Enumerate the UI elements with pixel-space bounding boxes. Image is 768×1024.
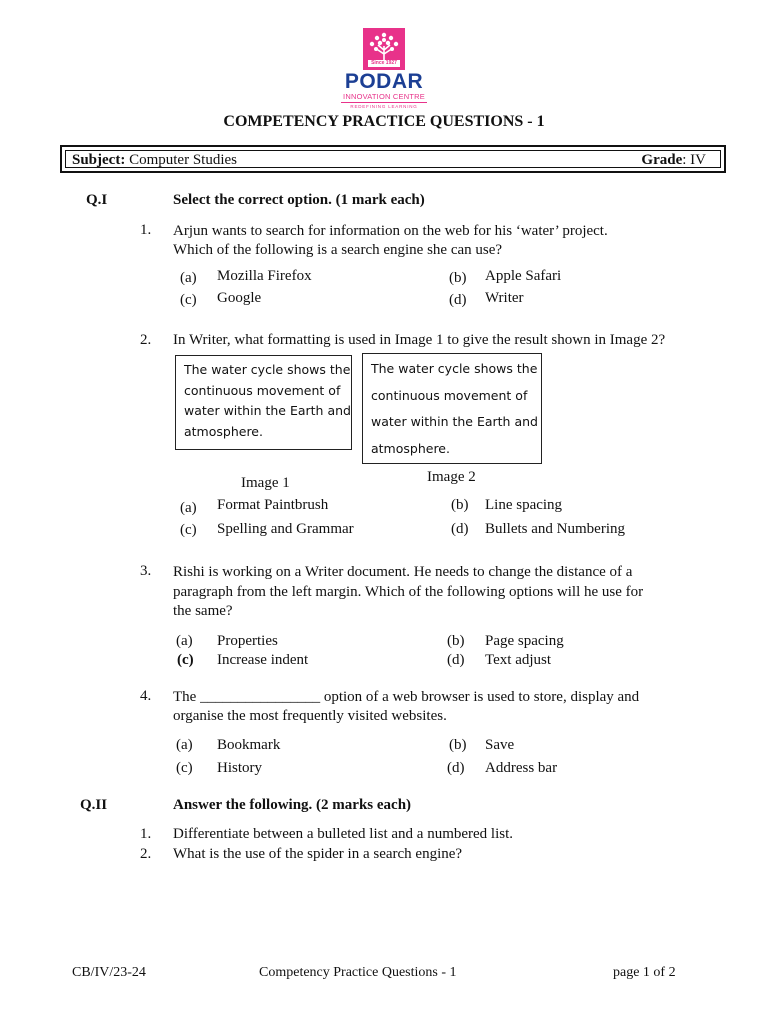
- question-line: Arjun wants to search for information on the web for his ‘water’ project.: [173, 223, 608, 239]
- image-1-line: continuous movement of: [184, 382, 341, 398]
- page-title: COMPETENCY PRACTICE QUESTIONS - 1: [223, 113, 545, 130]
- option-text: Address bar: [485, 760, 558, 776]
- image-2-line: water within the Earth and: [371, 414, 538, 429]
- section-1-number: Q.I: [86, 192, 108, 208]
- question-text: [173, 688, 639, 726]
- question-text: [173, 222, 608, 260]
- subject-label: Subject:: [72, 152, 126, 168]
- logo-tagline: REDEFINING LEARNING: [350, 104, 418, 109]
- option-label: (d): [447, 760, 465, 776]
- subject-grade-bar: [60, 145, 726, 173]
- question-number: 4.: [140, 688, 152, 704]
- option-text: Properties: [217, 633, 278, 649]
- image-1-line: atmosphere.: [184, 423, 263, 439]
- grade-label: Grade: [641, 152, 683, 168]
- tree-emblem-icon: [363, 28, 405, 70]
- option-text: Format Paintbrush: [217, 497, 329, 513]
- question-text: Differentiate between a bulleted list and a numbered list.: [173, 826, 514, 842]
- logo-name: PODAR: [344, 70, 424, 93]
- image-1-line: The water cycle shows the: [184, 362, 351, 377]
- option-text: Apple Safari: [485, 268, 562, 284]
- logo-subtitle: INNOVATION CENTRE: [343, 92, 425, 101]
- subject-value: Computer Studies: [129, 152, 237, 168]
- option-text: Increase indent: [217, 652, 309, 668]
- grade-value: : IV: [682, 152, 706, 168]
- question-line: In Writer, what formatting is used in Image 1 to give the result shown in Image 2?: [173, 332, 666, 348]
- grade-field: [641, 152, 706, 169]
- option-label: (c): [180, 522, 197, 538]
- question-number: 2.: [140, 332, 152, 348]
- option-text: Writer: [485, 290, 524, 306]
- option-text: Google: [217, 290, 262, 306]
- option-label: (c): [180, 292, 197, 308]
- image-1-line: water within the Earth and: [184, 403, 351, 418]
- option-label: (a): [180, 500, 197, 516]
- question-number: 1.: [140, 826, 152, 842]
- option-label: (d): [451, 521, 469, 537]
- subject-grade-inner: [65, 150, 721, 168]
- image-2-box: [362, 353, 542, 464]
- image-2-line: The water cycle shows the: [371, 361, 538, 376]
- question-line: organise the most frequently visited websites.: [173, 708, 447, 724]
- option-label: (a): [176, 633, 193, 649]
- option-text: Mozilla Firefox: [217, 268, 312, 284]
- option-label: (b): [451, 497, 469, 513]
- option-text: Save: [485, 737, 515, 753]
- option-text: Spelling and Grammar: [217, 521, 354, 537]
- option-label: (b): [447, 633, 465, 649]
- option-text: Text adjust: [485, 652, 552, 668]
- question-line: Rishi is working on a Writer document. He needs to change the distance of a: [173, 564, 633, 580]
- section-2-number: Q.II: [80, 797, 108, 813]
- option-text: Line spacing: [485, 497, 563, 513]
- option-text: Bookmark: [217, 737, 281, 753]
- option-label: (d): [449, 292, 467, 308]
- section-2-heading: Answer the following. (2 marks each): [173, 797, 412, 813]
- option-label: (d): [447, 652, 465, 668]
- question-line: paragraph from the left margin. Which of the following options will he use for: [173, 583, 644, 600]
- subject-field: [72, 152, 237, 169]
- question-number: 1.: [140, 222, 152, 238]
- section-1-heading: Select the correct option. (1 mark each): [173, 192, 425, 208]
- option-label: (c): [176, 760, 193, 776]
- option-label: (b): [449, 737, 467, 753]
- question-number: 3.: [140, 563, 152, 579]
- footer-title: Competency Practice Questions - 1: [259, 965, 457, 980]
- option-text: Page spacing: [485, 633, 564, 649]
- question-line: the same?: [173, 603, 233, 619]
- question-number: 2.: [140, 846, 152, 862]
- question-text: [173, 563, 643, 622]
- image-2-caption: Image 2: [427, 469, 476, 485]
- footer-page-number: page 1 of 2: [613, 965, 676, 980]
- image-1-box: [175, 355, 352, 450]
- image-1-caption: Image 1: [241, 475, 290, 491]
- option-label: (a): [180, 270, 197, 286]
- footer-code: CB/IV/23-24: [72, 965, 146, 980]
- question-line: Which of the following is a search engine she can use?: [173, 242, 503, 258]
- logo-since: Since 1927: [368, 60, 400, 67]
- question-line: The ________________ option of a web browser is used to store, display and: [173, 689, 640, 705]
- option-label: (b): [449, 270, 467, 286]
- question-text: What is the use of the spider in a search engine?: [173, 846, 463, 862]
- option-label: (c): [177, 652, 194, 668]
- image-2-line: atmosphere.: [371, 440, 450, 456]
- option-text: History: [217, 760, 262, 776]
- option-label: (a): [176, 737, 193, 753]
- image-2-line: continuous movement of: [371, 387, 528, 403]
- option-text: Bullets and Numbering: [485, 521, 625, 537]
- podar-logo: [334, 28, 434, 110]
